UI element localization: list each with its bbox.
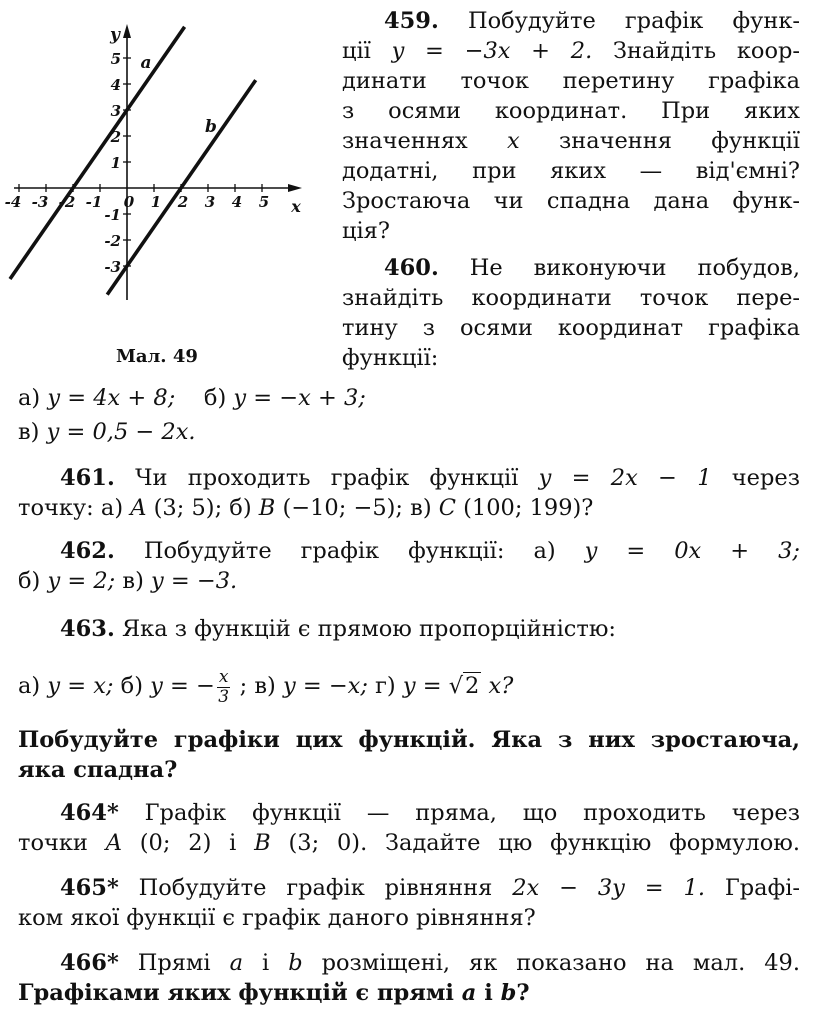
problem-461-line-1: 461. Чи проходить графік функції y = 2x − 1 через xyxy=(60,465,800,491)
problem-463-line-4: яка спадна? xyxy=(18,757,178,783)
line-b-label: b xyxy=(205,117,217,137)
problem-number-461: 461. xyxy=(60,465,115,491)
x-tick-label: -3 xyxy=(31,193,49,211)
figure-49 xyxy=(0,0,330,340)
line-a-label: a xyxy=(140,53,152,73)
y-tick-label: 2 xyxy=(110,128,121,146)
sqrt-2: √2 xyxy=(448,673,480,699)
problem-number-464: 464* xyxy=(60,800,119,826)
y-tick-label: 4 xyxy=(110,76,121,94)
problem-459-line-7: Зростаюча чи спадна дана функ- xyxy=(342,188,800,214)
problem-460-line-4: функції: xyxy=(342,345,439,371)
problem-number-465: 465* xyxy=(60,875,119,901)
x-axis-arrow xyxy=(288,184,302,192)
line-a xyxy=(10,27,185,279)
problem-459-line-8: ція? xyxy=(342,218,390,244)
problem-number-459: 459. xyxy=(384,8,439,34)
y-axis-label: y xyxy=(110,25,120,45)
problem-459-line-2: ції y = −3x + 2. Знайдіть коор- xyxy=(342,38,801,64)
y-tick-label: 1 xyxy=(110,154,121,172)
x-axis-label: x xyxy=(291,197,301,216)
y-tick-label: -3 xyxy=(104,258,121,276)
x-tick-label: 1 xyxy=(150,193,162,211)
problem-463-line-3: Побудуйте графіки цих функцій. Яка з них зростаюча, xyxy=(18,727,800,753)
problem-463-options: а) y = x; б) y = − $\frac{x}{3}$ ; в) y = −x; г) y = √2 x? xyxy=(18,664,513,708)
figure-labels xyxy=(5,25,302,276)
x-tick-label: 4 xyxy=(231,193,243,211)
problem-number-460: 460. xyxy=(384,255,439,281)
graph-lines xyxy=(10,27,256,295)
y-tick-label: 5 xyxy=(110,50,121,68)
problem-461-line-2: точку: а) A (3; 5); б) B (−10; −5); в) C (100; 199)? xyxy=(18,495,594,521)
x-tick-label: 3 xyxy=(204,193,216,211)
problem-464-line-2: точки A (0; 2) і B (3; 0). Задайте цю функцію формулою. xyxy=(18,830,800,856)
formula-459: y = −3x + 2. xyxy=(391,38,593,64)
problem-459-line-5: значеннях x значення функції xyxy=(342,128,801,154)
figure-caption: Мал. 49 xyxy=(116,346,198,367)
problem-459-line-1: 459. Побудуйте графік функ- xyxy=(384,8,800,34)
x-tick-label: 0 xyxy=(123,193,135,211)
problem-464-line-1: 464* Графік функції — пряма, що проходить через xyxy=(60,800,800,826)
problem-number-463: 463. xyxy=(60,616,115,642)
problem-number-462: 462. xyxy=(60,538,115,564)
problem-460-line-1: 460. Не виконуючи побудов, xyxy=(384,255,800,281)
problem-460-line-3: тину з осями координат графіка xyxy=(342,315,800,341)
x-tick-label: 5 xyxy=(258,193,270,211)
x-tick-label: -1 xyxy=(85,193,103,211)
problem-459-line-3: динати точок перетину графіка xyxy=(342,68,800,94)
fraction-x-over-3: $\frac{x}{3}$ xyxy=(218,666,230,707)
y-tick-label: -1 xyxy=(104,206,121,224)
problem-465-line-1: 465* Побудуйте графік рівняння 2x − 3y = 1. Графі- xyxy=(60,875,800,901)
problem-462-line-1: 462. Побудуйте графік функції: а) y = 0x + 3; xyxy=(60,538,800,564)
problem-number-466: 466* xyxy=(60,950,119,976)
problem-466-line-1: 466* Прямі a і b розміщені, як показано на мал. 49. xyxy=(60,950,800,976)
problem-459-line-6: додатні, при яких — від'ємні? xyxy=(342,158,800,184)
problem-460-options-ab: а) y = 4x + 8; б) y = −x + 3; xyxy=(18,385,366,411)
y-axis-arrow xyxy=(123,24,131,38)
problem-460-option-v: в) y = 0,5 − 2x. xyxy=(18,419,196,445)
problem-465-line-2: ком якої функції є графік даного рівняння? xyxy=(18,905,536,931)
problem-466-line-2: Графіками яких функцій є прямі a і b? xyxy=(18,980,530,1006)
problem-462-line-2: б) y = 2; в) y = −3. xyxy=(18,568,238,594)
problem-460-line-2: знайдіть координати точок пере- xyxy=(342,285,800,311)
x-tick-label: 2 xyxy=(177,193,189,211)
y-tick-label: 3 xyxy=(110,102,121,120)
problem-463-line-1: 463. Яка з функцій є прямою пропорційністю: xyxy=(60,616,617,642)
y-tick-label: -2 xyxy=(104,232,121,250)
x-tick-label: -2 xyxy=(58,193,76,211)
x-tick-label: -4 xyxy=(4,193,22,211)
problem-459-line-4: з осями координат. При яких xyxy=(342,98,800,124)
